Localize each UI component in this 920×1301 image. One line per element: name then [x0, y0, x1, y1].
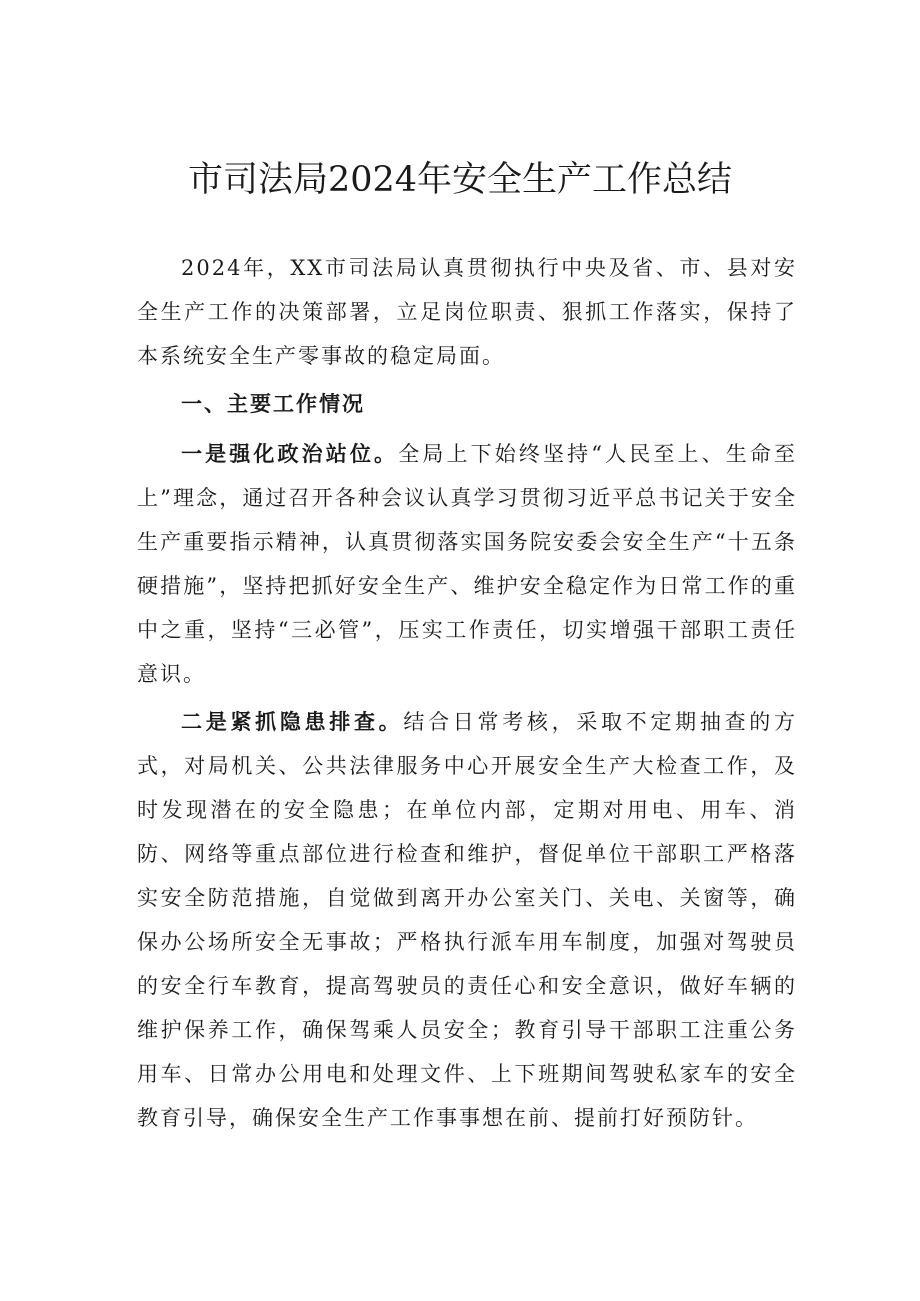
paragraph-lead: 一是强化政治站位。 [181, 441, 399, 466]
document-body [137, 246, 797, 1144]
body-paragraph-2 [137, 700, 797, 1140]
intro-paragraph: 2024年，XX市司法局认真贯彻执行中央及省、市、县对安全生产工作的决策部署，立足岗位职责、狠抓工作落实，保持了本系统安全生产零事故的稳定局面。 [137, 256, 797, 368]
paragraph-text: 结合日常考核，采取不定期抽查的方式，对局机关、公共法律服务中心开展安全生产大检查工作，及时发现潜在的安全隐患；在单位内部，定期对用电、用车、消防、网络等重点部位进行检查和维护，督促单位干部职工严格落实安全防范措施，自觉做到离开办公室关门、关电、关窗等，确保办公场所安全无事故；严格执行派车用车制度，加强对驾驶员的安全行车教育，提高驾驶员的责任心和安全意识，做好车辆的维护保养工作，确保驾乘人员安全；教育引导干部职工注重公务用车、日常办公用电和处理文件、上下班期间驾驶私家车的安全教育引导，确保安全生产工作事事想在前、提前打好预防针。 [137, 710, 797, 1130]
paragraph-lead: 二是紧抓隐患排查。 [181, 709, 404, 734]
paragraph-text: 全局上下始终坚持“人民至上、生命至上”理念，通过召开各种会议认真学习贯彻习近平总书记关于安全生产重要指示精神，认真贯彻落实国务院安委会安全生产“十五条硬措施”，坚持把抓好安全生产、维护安全稳定作为日常工作的重中之重，坚持“三必管”，压实工作责任，切实增强干部职工责任意识。 [137, 442, 798, 686]
body-paragraph-1 [137, 432, 797, 696]
section-heading: 一、主要工作情况 [181, 391, 365, 416]
document-title: 市司法局2024年安全生产工作总结 [187, 160, 733, 200]
